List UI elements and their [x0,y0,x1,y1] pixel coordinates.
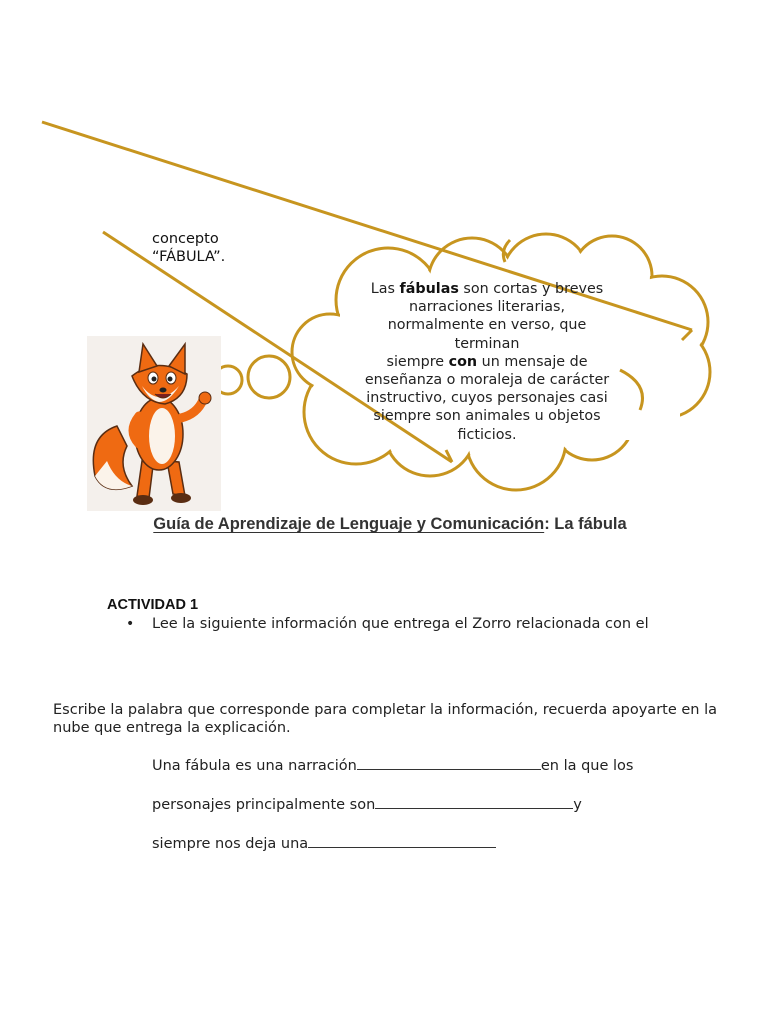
concept-text [152,230,225,266]
cloud-text-span: son cortas y breves narraciones literarias, normalmente en verso, que terminan [387,281,604,352]
cloud-text-span: siempre [386,353,449,370]
cloud-bold-fabulas: fábulas [399,281,459,297]
cloud-text-span: un mensaje de enseñanza o moraleja de carácter instructivo, cuyos personajes casi siempre son animales u objetos ficticios. [364,353,610,443]
fill-in-sentence-3 [152,834,496,853]
concept-line-2: “FÁBULA”. [152,249,226,265]
activity-heading: ACTIVIDAD 1 [107,597,199,613]
fill-in-text: personajes principalmente son [152,797,376,813]
title-underlined: Guía de Aprendizaje de Lenguaje y Comunicación [153,515,545,533]
fox-icon [87,336,221,511]
cloud-paragraph-2 [362,353,612,444]
activity-bullet-item [126,616,649,632]
fill-in-text: siempre nos deja una [152,836,309,852]
page-title [0,515,768,534]
instruction-text: Escribe la palabra que corresponde para completar la información, recuerda apoyarte en la nube que entrega la explicación. [53,702,718,736]
title-rest: : La fábula [544,515,627,533]
cloud-text-span: Las [370,281,400,297]
concept-line-1: concepto [152,231,219,247]
answer-blank-2[interactable] [375,795,573,809]
cloud-bold-con: con [448,353,478,370]
bullet-icon: • [126,616,135,632]
fox-image [87,336,221,511]
fill-in-text: Una fábula es una narración [152,758,357,774]
fill-in-sentence-1 [152,756,633,775]
cloud-paragraph-1 [362,280,612,353]
bullet-text: Lee la siguiente información que entrega el Zorro relacionada con el [152,616,649,632]
answer-blank-1[interactable] [357,756,541,770]
answer-blank-3[interactable] [308,834,496,848]
fill-in-text: en la que los [540,758,634,774]
fill-in-text: y [573,797,582,813]
cloud-text [362,280,612,444]
fill-in-sentence-2 [152,795,582,814]
